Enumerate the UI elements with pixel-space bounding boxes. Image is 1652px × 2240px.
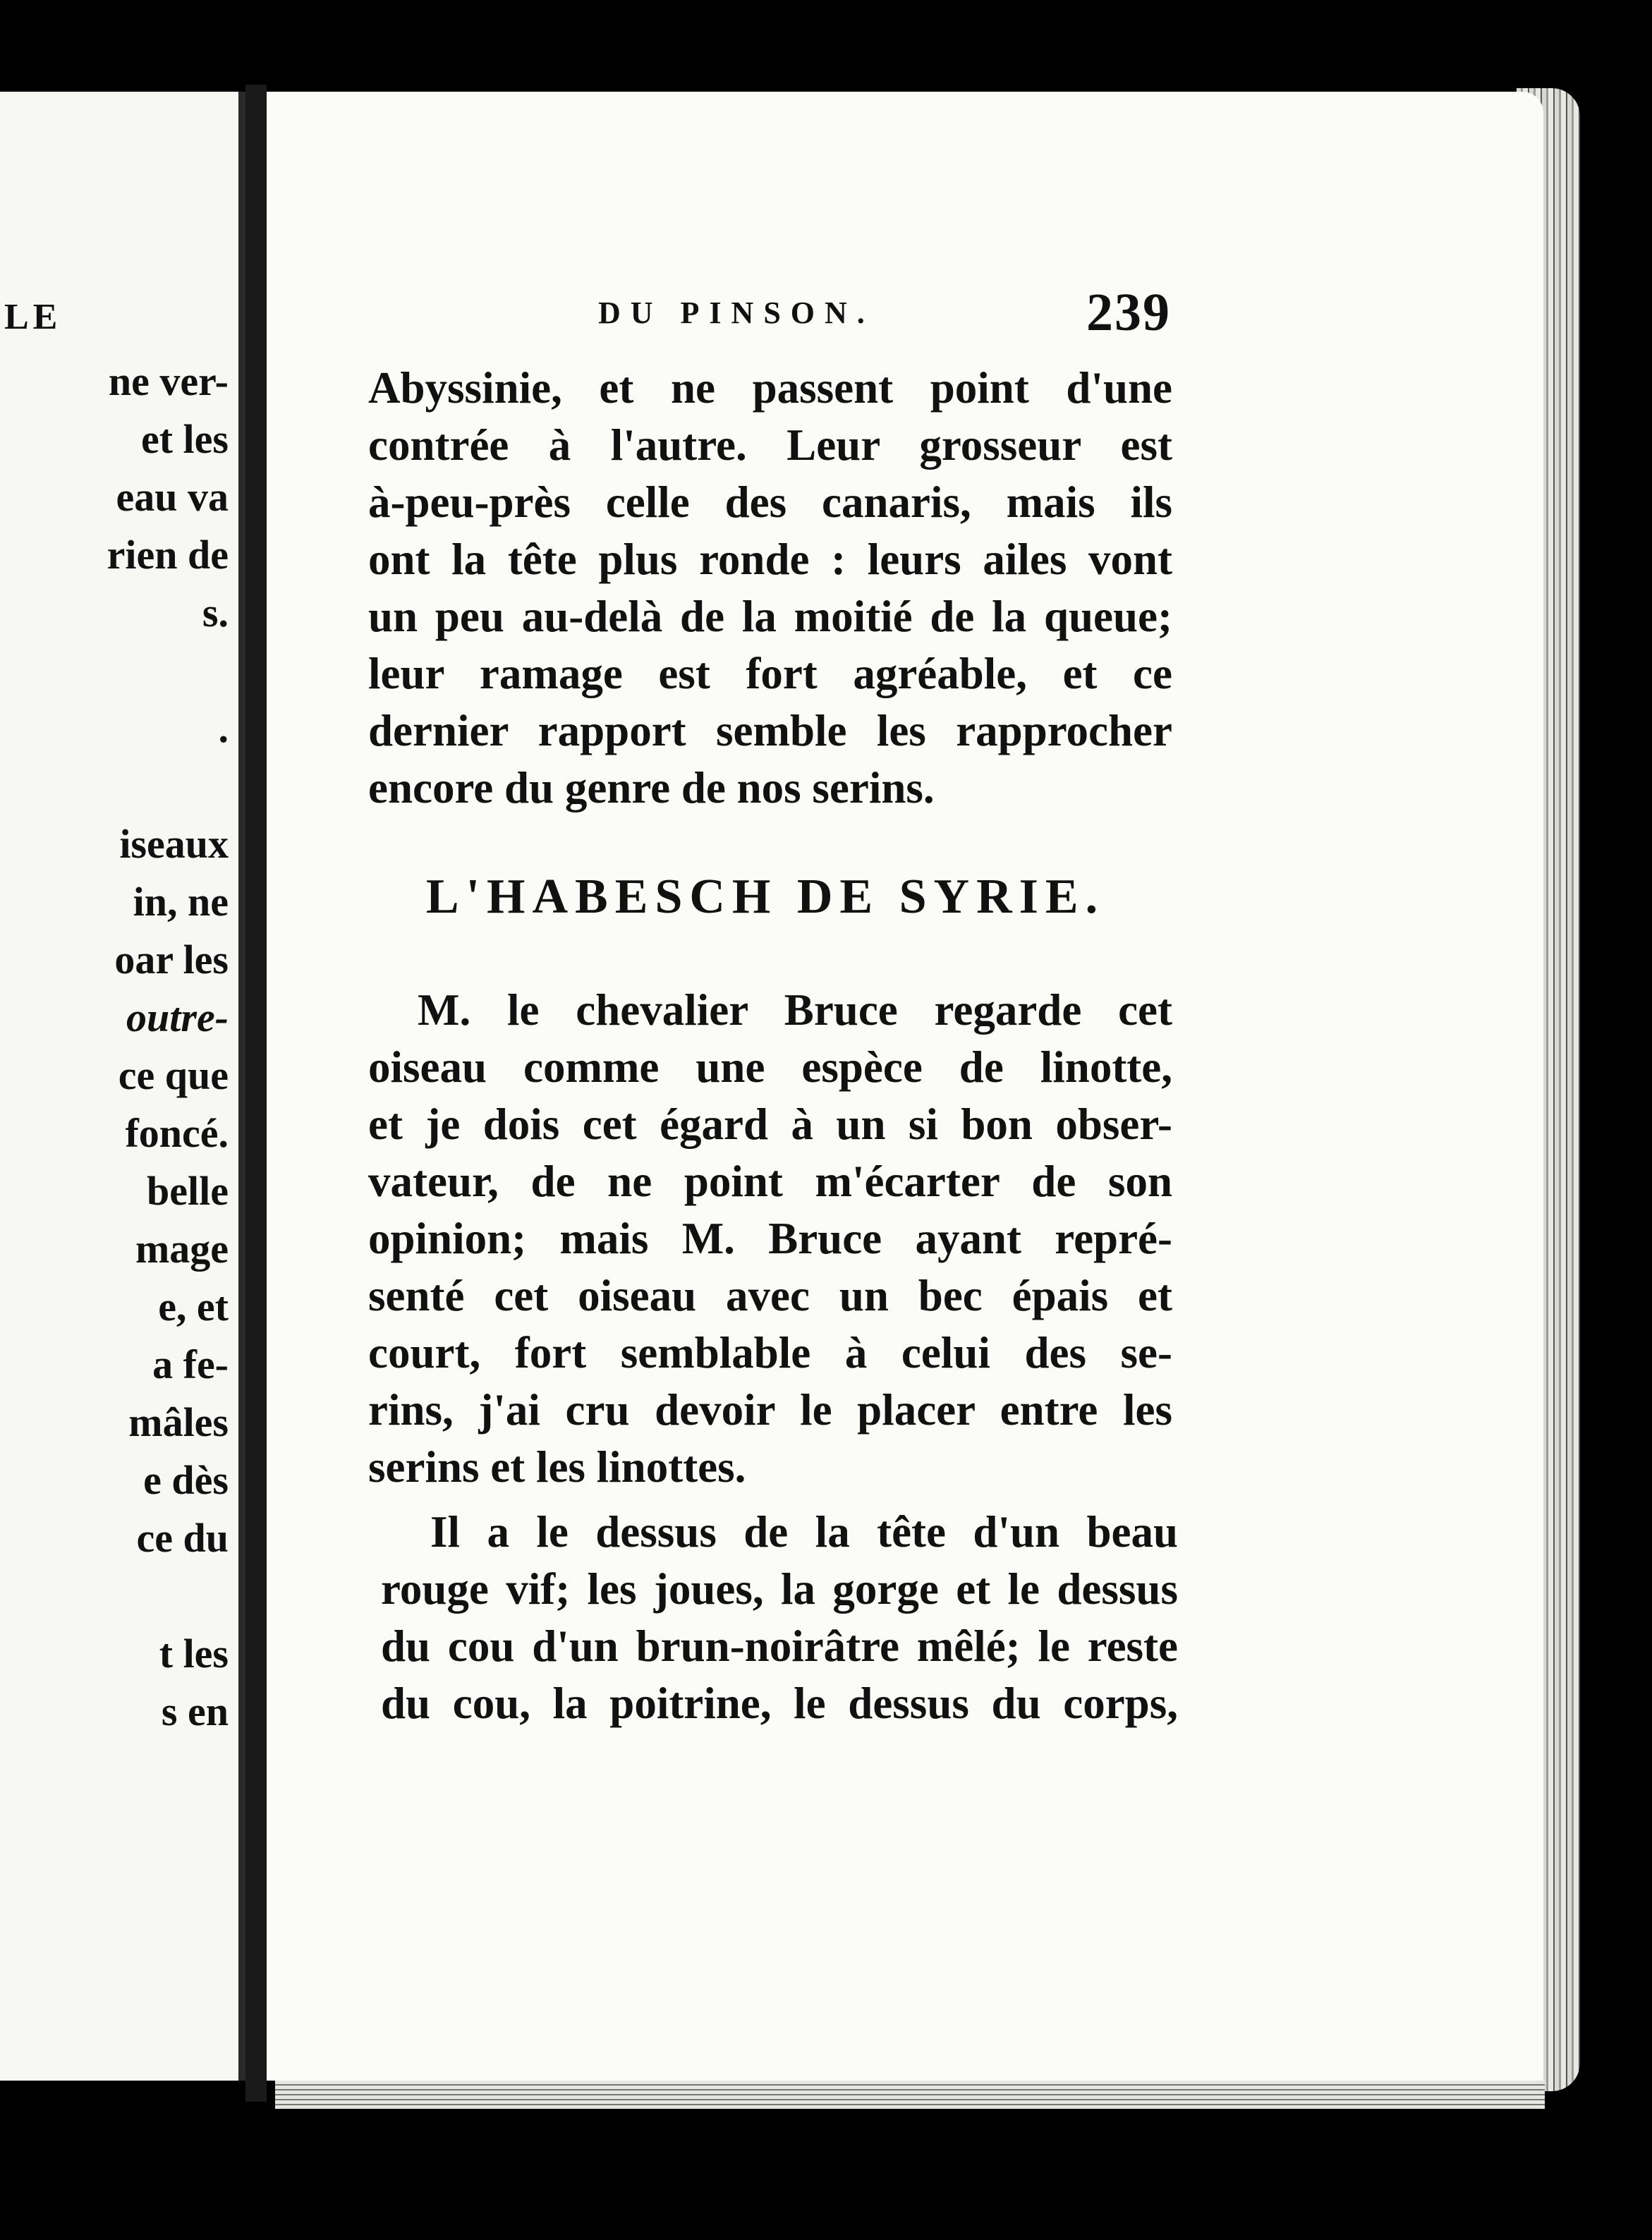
text-line: à-peu-près celle des canaris, mais ils (368, 477, 1172, 527)
paragraph-3 (381, 1504, 1178, 1732)
left-line: ce du (136, 1515, 229, 1561)
left-line: mage (135, 1226, 229, 1272)
text-line: dernier rapport semble les rapprocher (368, 706, 1172, 755)
left-line: oar les (114, 937, 229, 982)
running-head: DU PINSON. (598, 296, 875, 330)
text-line: Abyssinie, et ne passent point d'une (368, 363, 1172, 413)
text-line: du cou d'un brun-noirâtre mêlé; le reste (381, 1621, 1178, 1671)
text-line: contrée à l'autre. Leur grosseur est (368, 420, 1172, 470)
text-line: ont la tête plus ronde : leurs ailes vont (368, 535, 1172, 584)
left-line: s. (202, 590, 229, 635)
left-line: rien de (107, 532, 229, 578)
text-line: du cou, la poitrine, le dessus du corps, (381, 1679, 1178, 1728)
left-line: e, et (158, 1284, 229, 1329)
left-line: t les (159, 1631, 229, 1676)
left-line: iseaux (119, 821, 229, 867)
left-line (0, 642, 229, 700)
text-line: opinion; mais M. Bruce ayant repré- (368, 1214, 1172, 1263)
left-line: foncé. (125, 1110, 229, 1156)
page-number: 239 (1086, 283, 1171, 342)
left-line: ce que (118, 1052, 229, 1098)
paragraph-1 (368, 360, 1172, 817)
left-page-fragment (0, 92, 245, 2081)
section-heading: L'HABESCH DE SYRIE. (425, 870, 1105, 924)
left-line: a fe- (152, 1341, 229, 1387)
left-page-text (0, 353, 229, 1741)
left-line: et les (141, 416, 229, 462)
text-line: encore du genre de nos serins. (368, 763, 935, 812)
left-line: eau va (116, 474, 229, 520)
left-line: belle (147, 1168, 229, 1214)
left-line: . (218, 705, 229, 751)
paragraph-2 (368, 982, 1172, 1496)
text-line: un peu au-delà de la moitié de la queue; (368, 592, 1172, 641)
left-line: outre- (126, 994, 229, 1040)
text-line: rouge vif; les joues, la gorge et le dessus (381, 1564, 1178, 1614)
text-line: rins, j'ai cru devoir le placer entre les (368, 1385, 1172, 1435)
text-line: Il a le dessus de la tête d'un beau (430, 1507, 1178, 1557)
left-line (0, 1567, 229, 1625)
left-line (0, 757, 229, 815)
text-line: vateur, de ne point m'écarter de son (368, 1157, 1172, 1206)
left-line: in, ne (133, 879, 229, 925)
text-line: senté cet oiseau avec un bec épais et (368, 1271, 1172, 1320)
left-line: s en (161, 1688, 229, 1734)
left-line: ne ver- (108, 358, 229, 404)
left-line: mâles (128, 1399, 229, 1445)
bottom-page-edges (275, 2081, 1545, 2109)
text-line: leur ramage est fort agréable, et ce (368, 649, 1172, 698)
text-line: oiseau comme une espèce de linotte, (368, 1042, 1172, 1092)
book-gutter (245, 85, 267, 2102)
text-line: et je dois cet égard à un si bon obser- (368, 1100, 1172, 1149)
left-running-head: LE (4, 297, 62, 337)
text-line: court, fort semblable à celui des se- (368, 1328, 1172, 1377)
left-line: e dès (143, 1457, 229, 1503)
text-line: serins et les linottes. (368, 1442, 746, 1492)
text-line: M. le chevalier Bruce regarde cet (418, 985, 1172, 1035)
